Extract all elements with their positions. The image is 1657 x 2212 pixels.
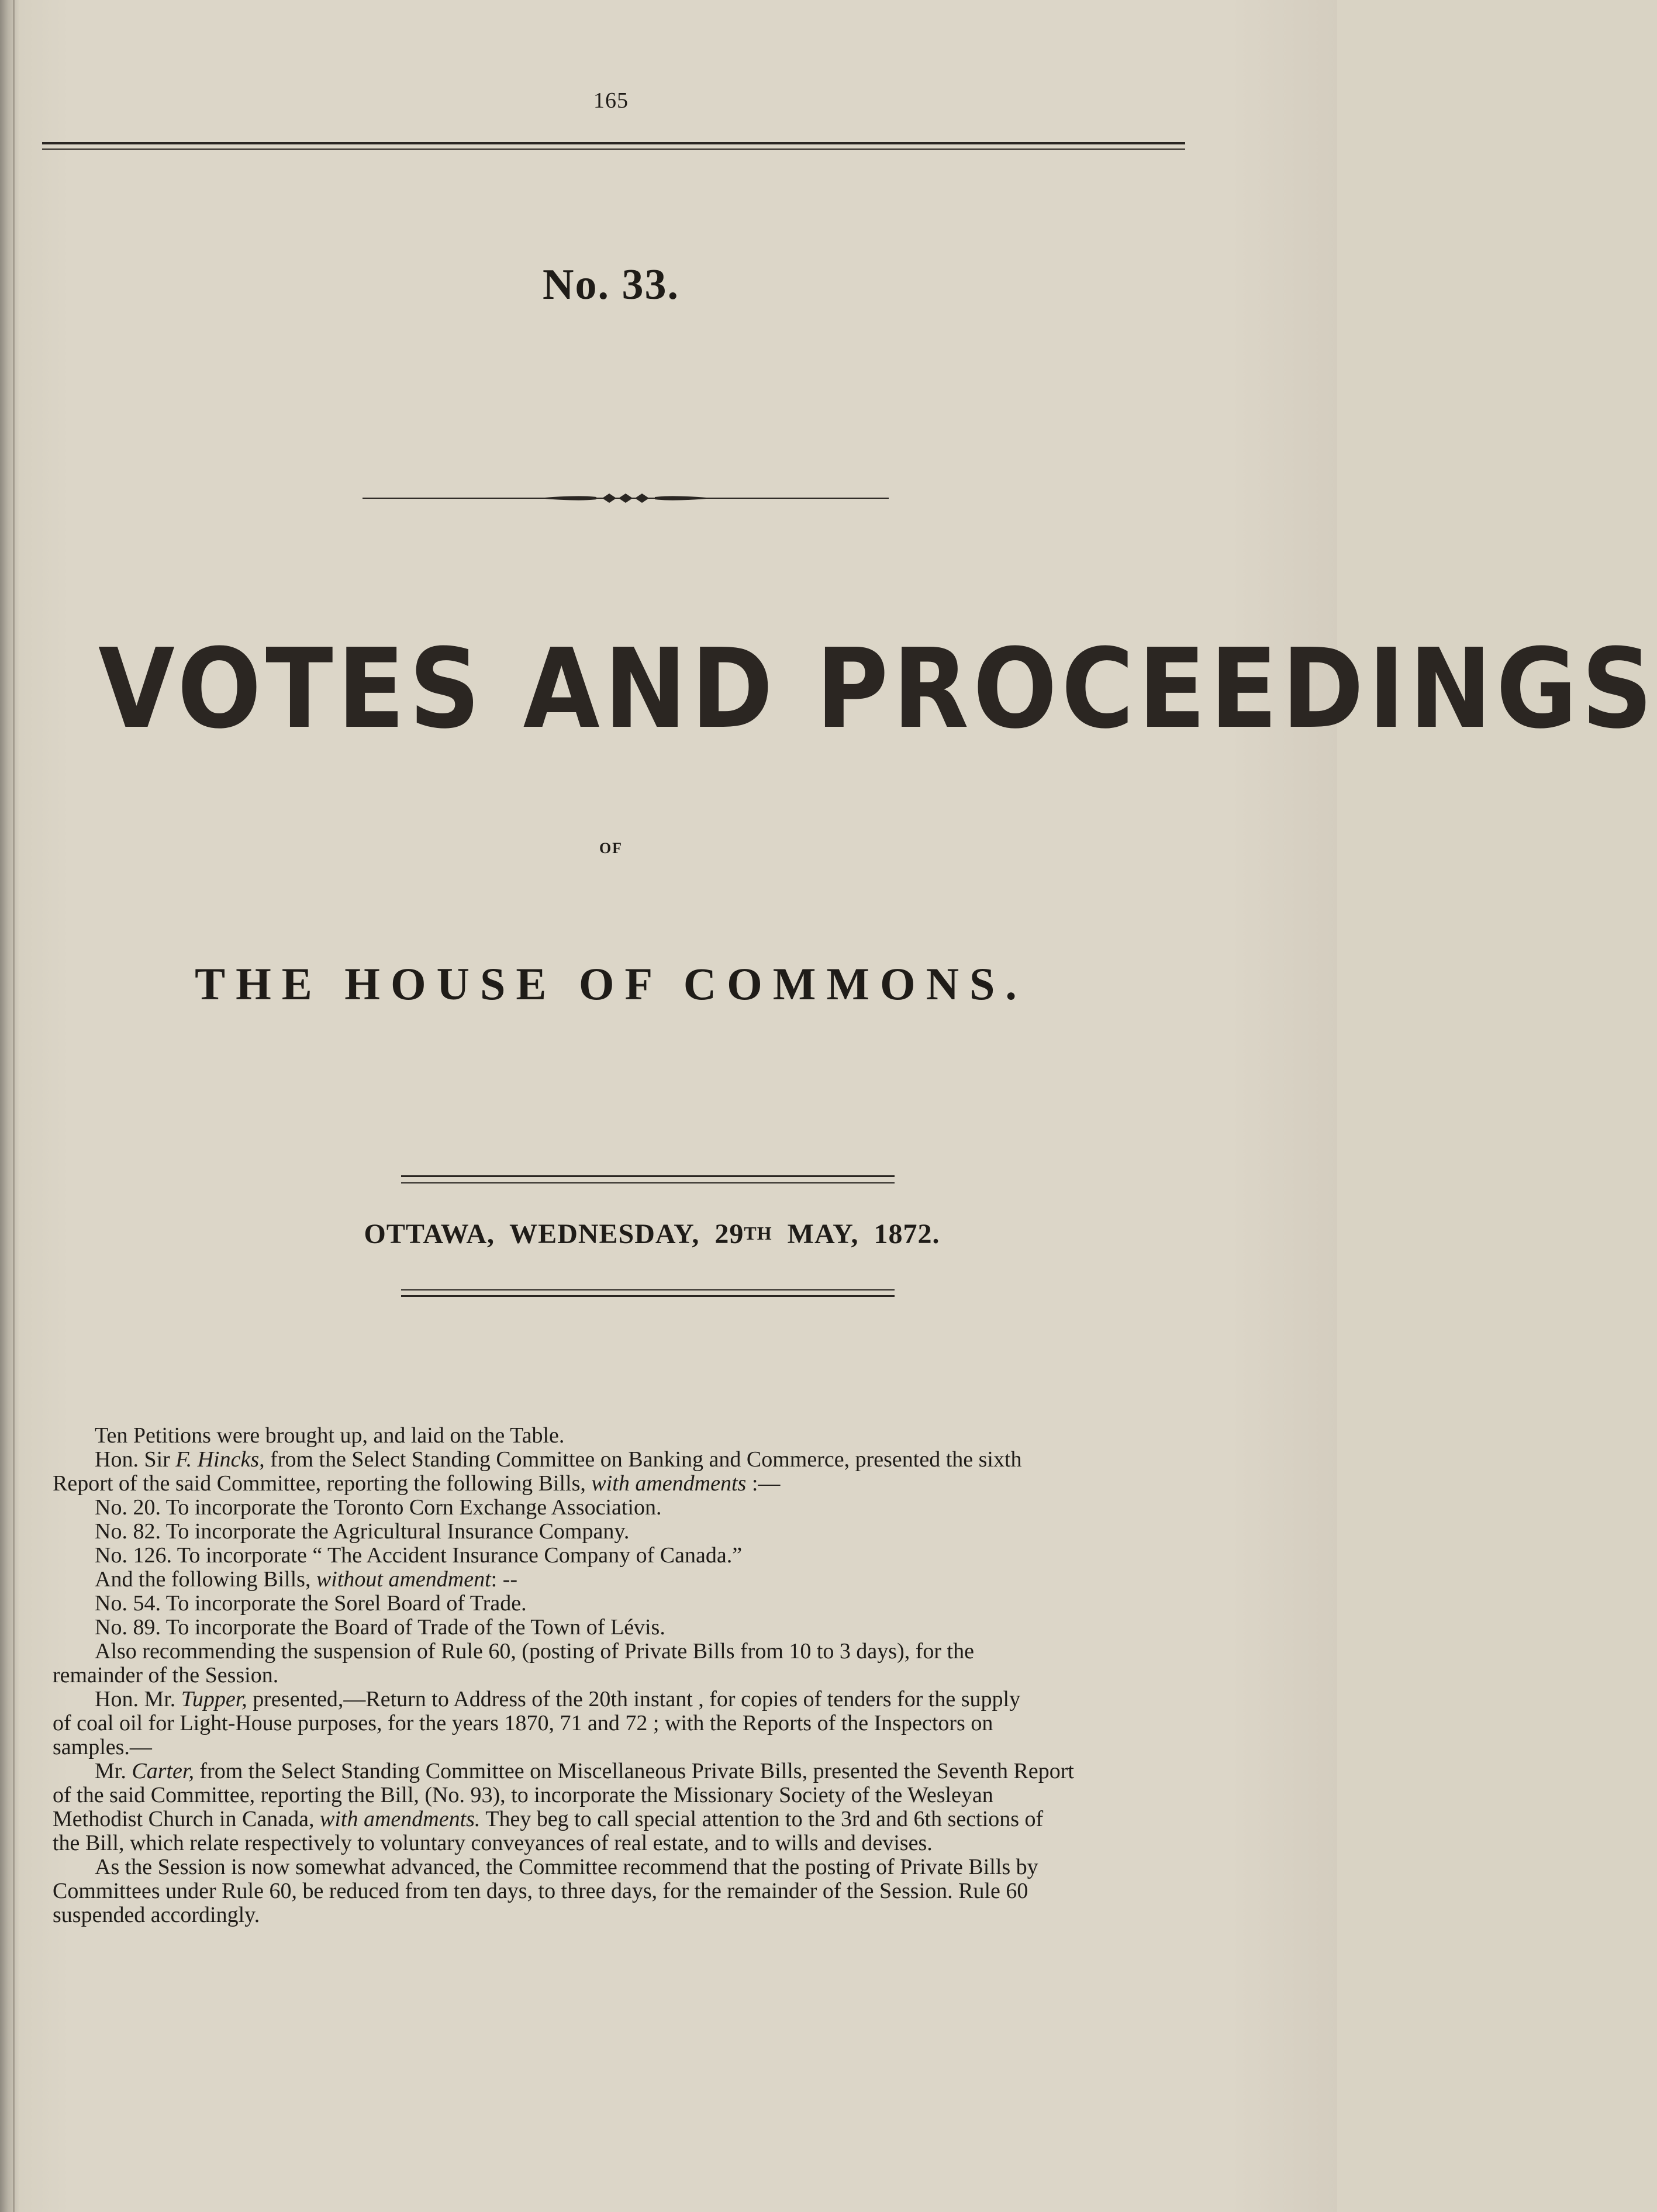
bill-item: No. 126. To incorporate “ The Accident Insurance Company of Canada.”	[95, 1543, 743, 1568]
text-span: :—	[746, 1471, 781, 1496]
main-title: VOTES AND PROCEEDINGS	[98, 625, 1657, 753]
emphasis: with amendments.	[319, 1807, 481, 1831]
text-line	[53, 1688, 1213, 1711]
text-line	[53, 1807, 1213, 1831]
dateline-year: 1872.	[874, 1219, 940, 1250]
text-line: remainder of the Session.	[53, 1663, 279, 1688]
text-span: They beg to call special attention to the 3rd and 6th sections of	[480, 1807, 1044, 1831]
text-line: suspended accordingly.	[53, 1903, 260, 1927]
text-line	[53, 1759, 1213, 1783]
top-rule-lower	[42, 149, 1185, 150]
text-line: Also recommending the suspension of Rule 60, (posting of Private Bills from 10 to 3 days), for the	[95, 1639, 974, 1664]
text-line	[53, 1472, 1213, 1496]
text-span: And the following Bills,	[95, 1567, 316, 1592]
text-line: samples.—	[53, 1735, 152, 1759]
text-line	[53, 1568, 1213, 1592]
dateline	[0, 1218, 1304, 1250]
text-span: Hon. Mr.	[95, 1687, 181, 1711]
member-name: F. Hincks,	[175, 1447, 265, 1472]
text-line: of the said Committee, reporting the Bill, (No. 93), to incorporate the Missionary Society of the Wesleyan	[53, 1783, 993, 1807]
dateline-rule-bottom-1	[401, 1289, 895, 1290]
bill-item: No. 54. To incorporate the Sorel Board of Trade.	[95, 1591, 527, 1616]
ornamental-divider	[363, 491, 889, 505]
text-span	[95, 1448, 1022, 1472]
dateline-day: WEDNESDAY,	[509, 1219, 700, 1250]
page-number: 165	[593, 88, 629, 113]
house-title: THE HOUSE OF COMMONS.	[195, 958, 1027, 1009]
text-span: Mr.	[95, 1759, 132, 1783]
dateline-rule-top-1	[401, 1175, 895, 1177]
text-line	[53, 1448, 1213, 1472]
dateline-date-suffix: TH	[744, 1223, 772, 1244]
dateline-city: OTTAWA,	[364, 1219, 495, 1250]
text-line: As the Session is now somewhat advanced, the Committee recommend that the posting of Private Bills by	[95, 1855, 1038, 1879]
dateline-date-number: 29	[714, 1219, 744, 1250]
bill-item: No. 82. To incorporate the Agricultural Insurance Company.	[95, 1519, 630, 1544]
bill-item: No. 20. To incorporate the Toronto Corn Exchange Association.	[95, 1495, 662, 1520]
binding-edge	[13, 0, 15, 2212]
text-span: from the Select Standing Committee on Miscellaneous Private Bills, presented the Seventh Report	[194, 1759, 1074, 1783]
emphasis: with amendments	[591, 1471, 747, 1496]
dateline-month: MAY,	[787, 1219, 859, 1250]
text-span: Methodist Church in Canada,	[53, 1807, 320, 1831]
title-connector: OF	[599, 840, 623, 857]
emphasis: without amendment	[316, 1567, 491, 1592]
text-line: Ten Petitions were brought up, and laid on the Table.	[95, 1423, 565, 1448]
text-line: the Bill, which relate respectively to voluntary conveyances of real estate, and to wills and devises.	[53, 1831, 933, 1855]
text-span: Report of the said Committee, reporting the following Bills,	[53, 1471, 592, 1496]
bill-item: No. 89. To incorporate the Board of Trade of the Town of Lévis.	[95, 1615, 665, 1640]
text-span: Hon. Sir	[95, 1447, 176, 1472]
text-span: presented,—Return to Address of the 20th instant , for copies of tenders for the supply	[247, 1687, 1021, 1711]
text-line: Committees under Rule 60, be reduced from ten days, to three days, for the remainder of the Session. Rule 60	[53, 1879, 1028, 1903]
issue-number: No. 33.	[543, 261, 679, 309]
member-name: Carter,	[132, 1759, 194, 1783]
member-name: Tupper,	[181, 1687, 247, 1711]
text-span: : --	[491, 1567, 518, 1592]
dateline-rule-bottom-2	[401, 1295, 895, 1297]
dateline-rule-top-2	[401, 1182, 895, 1183]
proceedings-body	[53, 1424, 1213, 1927]
text-line: of coal oil for Light-House purposes, for the years 1870, 71 and 72 ; with the Reports of the Inspectors on	[53, 1711, 993, 1735]
text-span: from the Select Standing Committee on Banking and Commerce, presented the sixth	[264, 1447, 1022, 1472]
top-rule-upper	[42, 142, 1185, 144]
